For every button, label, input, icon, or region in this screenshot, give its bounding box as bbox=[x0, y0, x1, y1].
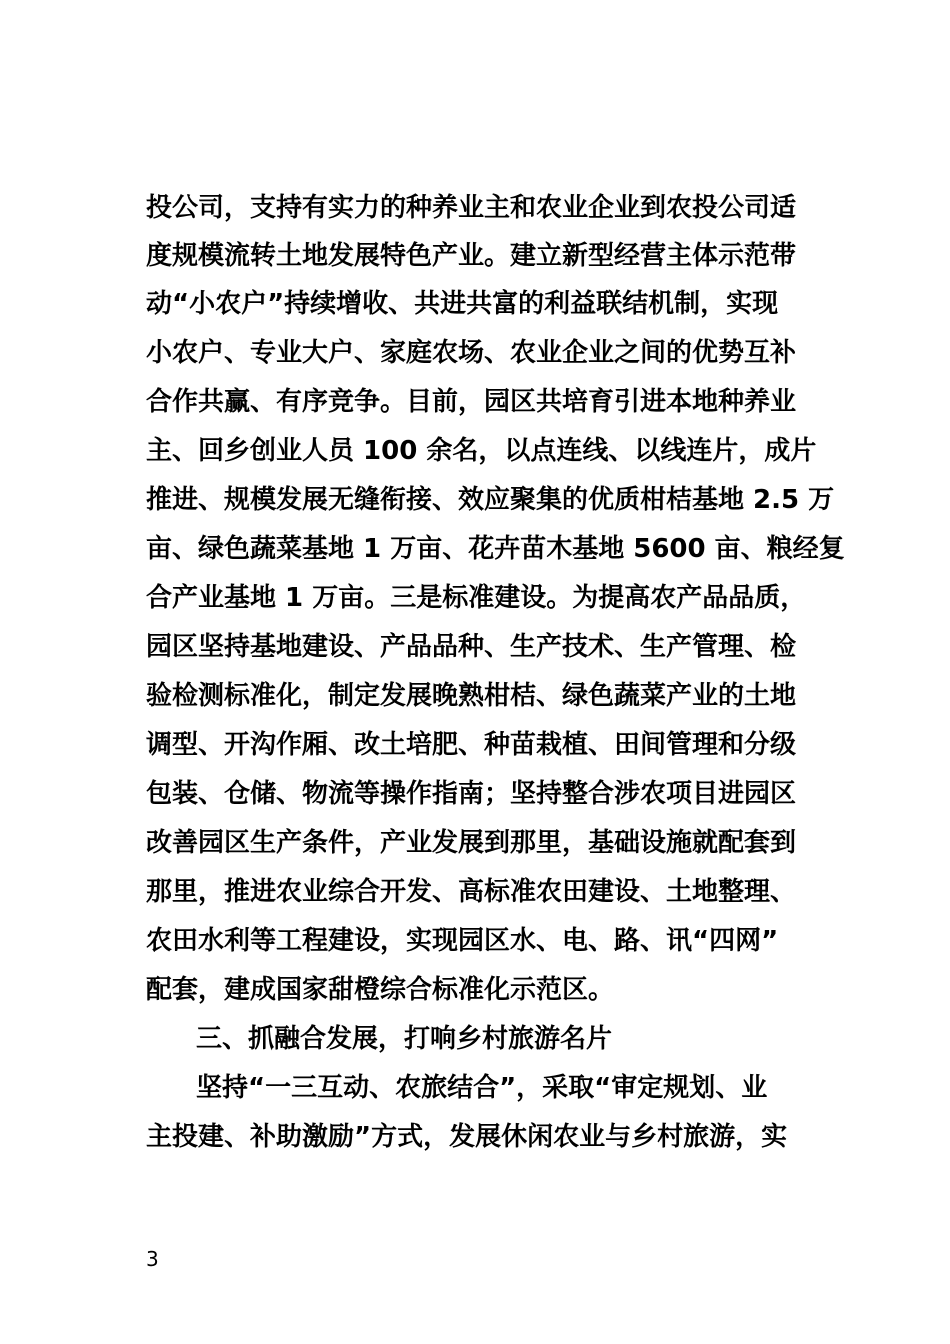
section-heading: 三、抓融合发展，打响乡村旅游名片 bbox=[196, 1024, 613, 1054]
text-line: 合产业基地 1 万亩。三是标准建设。为提高农产品品质， bbox=[146, 583, 807, 613]
text-line: 合作共赢、有序竞争。目前，园区共培育引进本地种养业 bbox=[146, 387, 797, 417]
text-line: 调型、开沟作厢、改土培肥、种苗栽植、田间管理和分级 bbox=[146, 730, 797, 760]
text-line: 小农户、专业大户、家庭农场、农业企业之间的优势互补 bbox=[146, 338, 797, 368]
text-line: 投公司，支持有实力的种养业主和农业企业到农投公司适 bbox=[146, 193, 797, 223]
paragraph-first-line: 坚持“一三互动、农旅结合”，采取“审定规划、业 bbox=[196, 1073, 768, 1103]
text-line: 主、回乡创业人员 100 余名，以点连线、以线连片，成片 bbox=[146, 436, 817, 466]
text-line: 推进、规模发展无缝衔接、效应聚集的优质柑桔基地 2.5 万 bbox=[146, 485, 835, 515]
text-line: 园区坚持基地建设、产品品种、生产技术、生产管理、检 bbox=[146, 632, 797, 662]
text-line: 主投建、补助激励”方式，发展休闲农业与乡村旅游，实 bbox=[146, 1122, 788, 1152]
text-line: 度规模流转土地发展特色产业。建立新型经营主体示范带 bbox=[146, 241, 797, 271]
text-line: 农田水利等工程建设，实现园区水、电、路、讯“四网” bbox=[146, 926, 779, 956]
text-line: 改善园区生产条件，产业发展到那里，基础设施就配套到 bbox=[146, 828, 797, 858]
text-line: 配套，建成国家甜橙综合标准化示范区。 bbox=[146, 975, 615, 1005]
page-number: 3 bbox=[146, 1247, 159, 1271]
text-line: 验检测标准化，制定发展晚熟柑桔、绿色蔬菜产业的土地 bbox=[146, 681, 797, 711]
text-line: 包装、仓储、物流等操作指南；坚持整合涉农项目进园区 bbox=[146, 779, 797, 809]
text-line: 亩、绿色蔬菜基地 1 万亩、花卉苗木基地 5600 亩、粮经复 bbox=[146, 534, 845, 564]
text-line: 那里，推进农业综合开发、高标准农田建设、土地整理、 bbox=[146, 877, 797, 907]
text-line: 动“小农户”持续增收、共进共富的利益联结机制，实现 bbox=[146, 289, 779, 319]
